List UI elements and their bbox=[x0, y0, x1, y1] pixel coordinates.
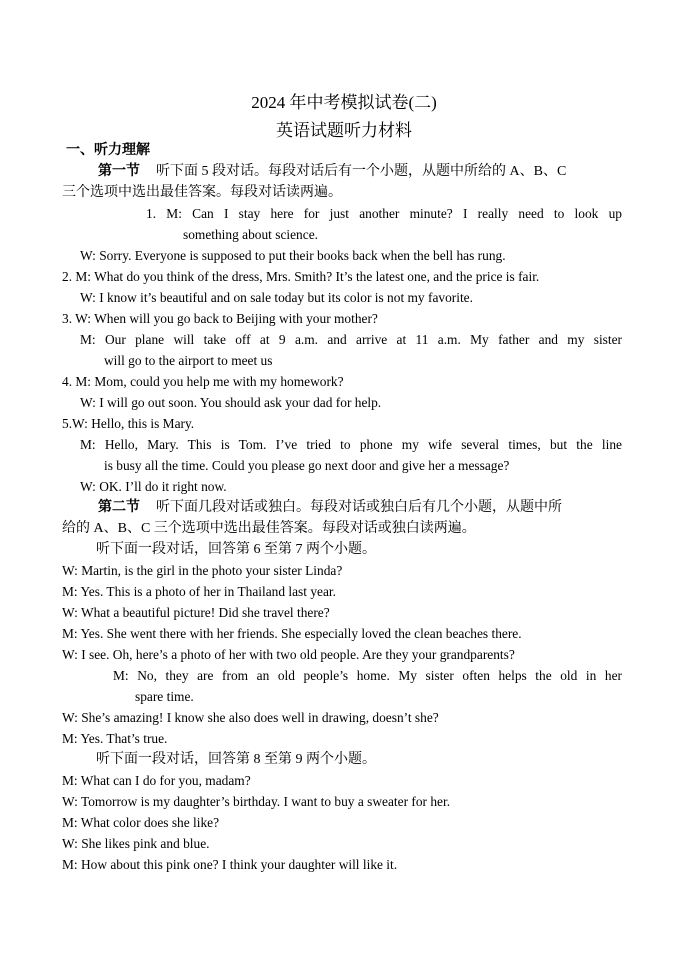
part2-instruction-a: 听下面几段对话或独白。每段对话或独白后有几个小题，从题中所 bbox=[156, 500, 562, 515]
part1-instruction-line-1 bbox=[98, 162, 622, 182]
part1-instruction-line-2: 三个选项中选出最佳答案。每段对话读两遍。 bbox=[62, 185, 342, 200]
dialogue-line: M: Hello, Mary. This is Tom. I’ve tried to phone my wife several times, but the line bbox=[80, 437, 622, 452]
page-subtitle: 英语试题听力材料 bbox=[276, 121, 412, 140]
conversation-line: M: What color does she like? bbox=[62, 815, 220, 830]
dialogue-line: 1. M: Can I stay here for just another minute? I really need to look up bbox=[146, 206, 622, 221]
conversation-line: W: I see. Oh, here’s a photo of her with two old people. Are they your grandparents? bbox=[62, 647, 515, 662]
page-title: 2024 年中考模拟试卷(二) bbox=[251, 93, 437, 112]
conversation-line: M: Yes. This is a photo of her in Thailand last year. bbox=[62, 584, 336, 599]
dialogue-line: 3. W: When will you go back to Beijing with your mother? bbox=[62, 311, 378, 326]
dialogue-line: W: OK. I’ll do it right now. bbox=[80, 479, 227, 494]
conversation-line: W: She likes pink and blue. bbox=[62, 836, 210, 851]
dialogue-line: W: I will go out soon. You should ask your dad for help. bbox=[80, 395, 382, 410]
conversation-line: M: No, they are from an old people’s home. My sister often helps the old in her bbox=[113, 668, 622, 683]
part1-instruction-a: 听下面 5 段对话。每段对话后有一个小题，从题中所给的 A、B、C bbox=[156, 164, 567, 179]
conversation-line: M: Yes. That’s true. bbox=[62, 731, 168, 746]
dialogue-line: W: I know it’s beautiful and on sale today but its color is not my favorite. bbox=[80, 290, 473, 305]
conversation-line: spare time. bbox=[135, 689, 194, 704]
part1-label: 第一节 bbox=[98, 164, 140, 179]
dialogue-line: 4. M: Mom, could you help me with my homework? bbox=[62, 374, 344, 389]
dialogue-line: 5.W: Hello, this is Mary. bbox=[62, 416, 195, 431]
conversation-intro: 听下面一段对话，回答第 6 至第 7 两个小题。 bbox=[96, 542, 376, 557]
conversation-line: W: She’s amazing! I know she also does well in drawing, doesn’t she? bbox=[62, 710, 439, 725]
dialogue-line: 2. M: What do you think of the dress, Mrs. Smith? It’s the latest one, and the price is fair. bbox=[62, 269, 540, 284]
conversation-line: W: Martin, is the girl in the photo your sister Linda? bbox=[62, 563, 343, 578]
conversation-line: W: What a beautiful picture! Did she travel there? bbox=[62, 605, 330, 620]
dialogue-line: something about science. bbox=[183, 227, 318, 242]
conversation-line: M: What can I do for you, madam? bbox=[62, 773, 251, 788]
conversation-line: M: Yes. She went there with her friends. She especially loved the clean beaches there. bbox=[62, 626, 522, 641]
part2-label: 第二节 bbox=[98, 500, 140, 515]
conversation-intro: 听下面一段对话，回答第 8 至第 9 两个小题。 bbox=[96, 752, 376, 767]
dialogue-line: M: Our plane will take off at 9 a.m. and arrive at 11 a.m. My father and my sister bbox=[80, 332, 622, 347]
dialogue-line: will go to the airport to meet us bbox=[104, 353, 273, 368]
dialogue-line: W: Sorry. Everyone is supposed to put their books back when the bell has rung. bbox=[80, 248, 506, 263]
section-heading: 一、听力理解 bbox=[66, 143, 150, 158]
part2-instruction-line-2: 给的 A、B、C 三个选项中选出最佳答案。每段对话或独白读两遍。 bbox=[62, 521, 476, 536]
conversation-line: M: How about this pink one? I think your daughter will like it. bbox=[62, 857, 398, 872]
part2-instruction-line-1 bbox=[98, 498, 622, 518]
conversation-line: W: Tomorrow is my daughter’s birthday. I want to buy a sweater for her. bbox=[62, 794, 451, 809]
dialogue-line: is busy all the time. Could you please go next door and give her a message? bbox=[104, 458, 510, 473]
